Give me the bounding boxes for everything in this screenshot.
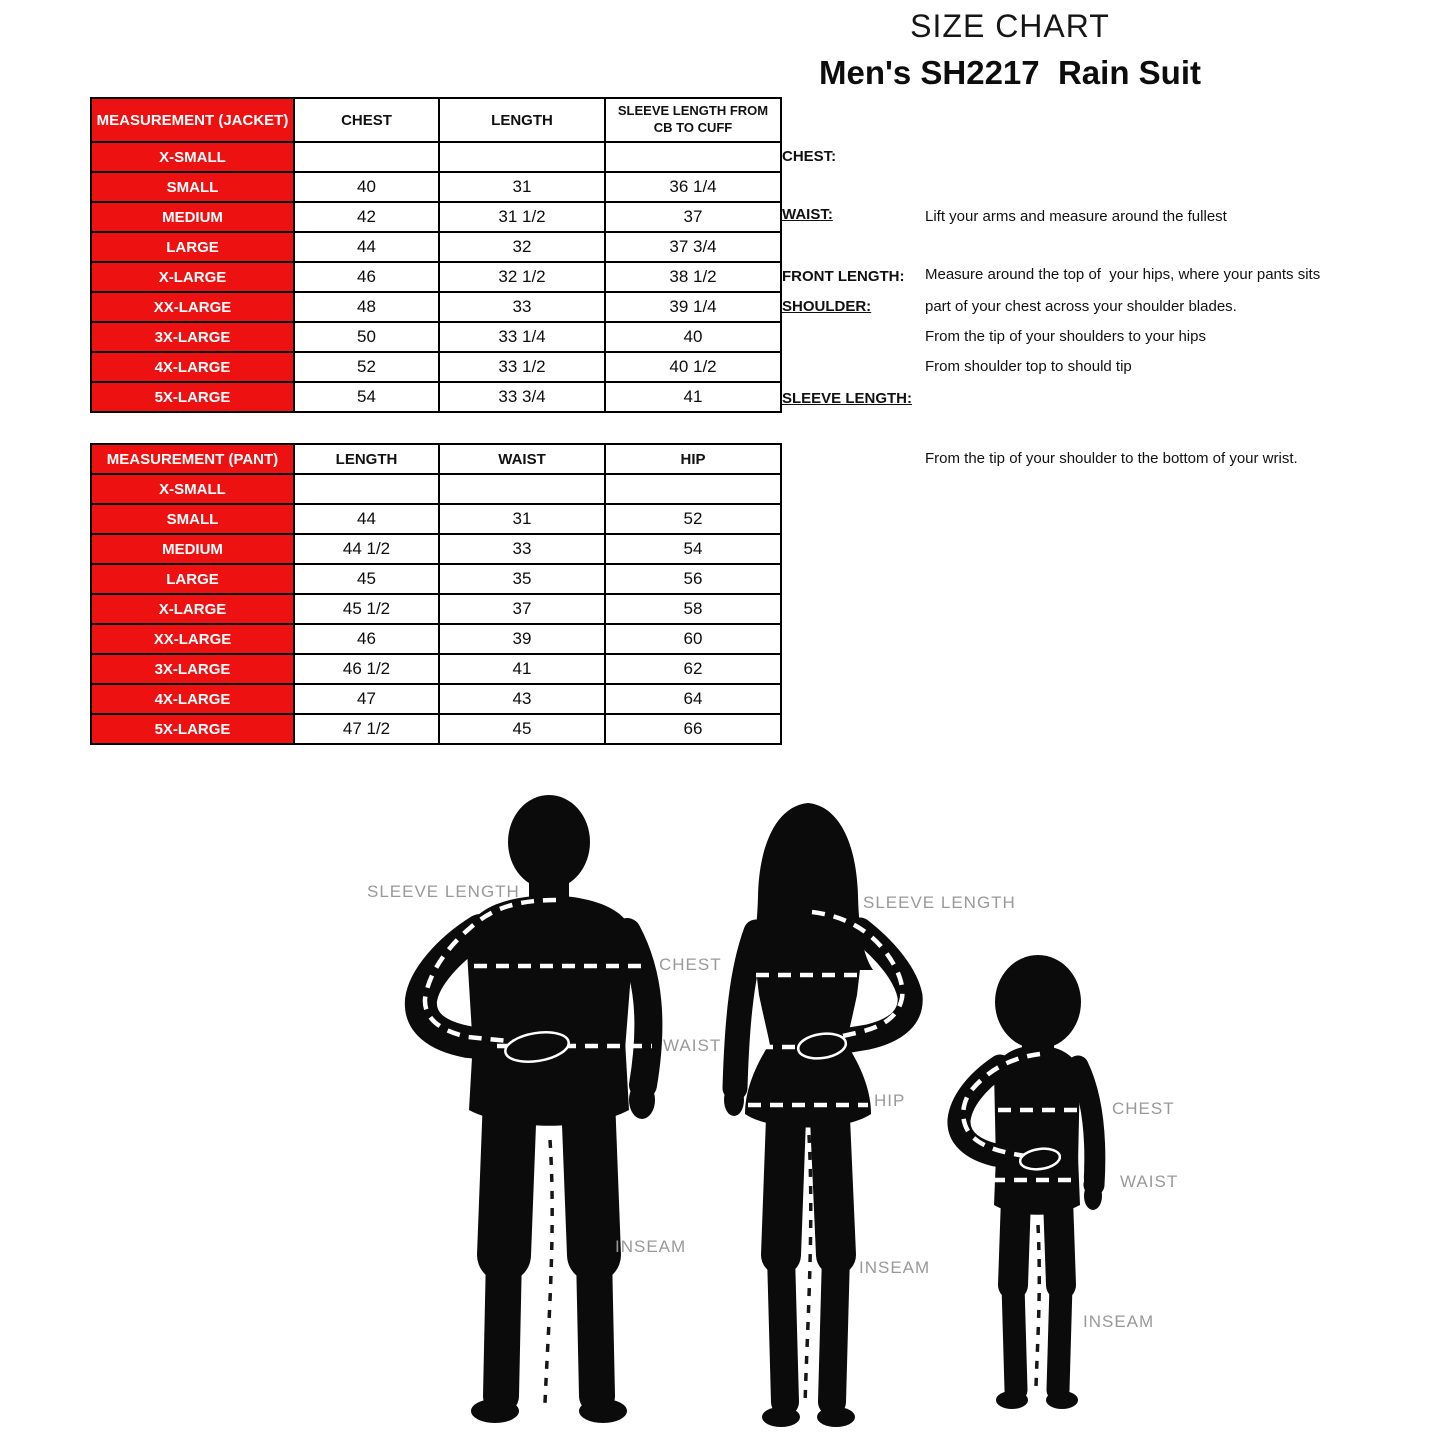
measurement-value-cell: 33 1/2	[439, 352, 605, 382]
woman-sleeve-length-label: SLEEVE LENGTH	[863, 893, 1016, 912]
size-label-cell: 3X-LARGE	[91, 322, 294, 352]
pant-waist-header: WAIST	[439, 444, 605, 474]
measurement-value-cell: 56	[605, 564, 781, 594]
jacket-measurement-header: MEASUREMENT (JACKET)	[91, 98, 294, 142]
chest-definition-text: Lift your arms and measure around the fullest part of your chest across your shoulder blades.	[925, 208, 1237, 315]
man-inseam-label: INSEAM	[615, 1237, 687, 1256]
jacket-chest-header: CHEST	[294, 98, 439, 142]
size-label-cell: LARGE	[91, 564, 294, 594]
size-label-cell: MEDIUM	[91, 534, 294, 564]
measurement-value-cell: 40 1/2	[605, 352, 781, 382]
measurement-value-cell: 60	[605, 624, 781, 654]
size-label-cell: 5X-LARGE	[91, 382, 294, 412]
child-chest-label: CHEST	[1112, 1099, 1175, 1118]
jacket-length-header: LENGTH	[439, 98, 605, 142]
size-label-cell: LARGE	[91, 232, 294, 262]
jacket-sleeve-header: SLEEVE LENGTH FROM CB TO CUFF	[605, 98, 781, 142]
child-inseam-line	[1036, 1225, 1039, 1386]
woman-inseam-label: INSEAM	[859, 1258, 931, 1277]
shoulder-definition-label: SHOULDER:	[782, 298, 872, 315]
measurement-value-cell: 36 1/4	[605, 172, 781, 202]
man-chest-label: CHEST	[659, 955, 722, 974]
size-label-cell: SMALL	[91, 504, 294, 534]
woman-inseam-line	[805, 1135, 811, 1405]
size-label-cell: 5X-LARGE	[91, 714, 294, 744]
man-waist-label: WAIST	[663, 1036, 722, 1055]
size-label-cell: XX-LARGE	[91, 624, 294, 654]
measurement-value-cell: 45 1/2	[294, 594, 439, 624]
size-label-cell: 4X-LARGE	[91, 352, 294, 382]
measurement-value-cell: 38 1/2	[605, 262, 781, 292]
measurement-value-cell: 40	[605, 322, 781, 352]
size-label-cell: X-SMALL	[91, 142, 294, 172]
measurement-value-cell: 52	[294, 352, 439, 382]
size-label-cell: MEDIUM	[91, 202, 294, 232]
size-label-cell: X-LARGE	[91, 262, 294, 292]
measurement-value-cell: 37	[605, 202, 781, 232]
front-length-definition-label: FRONT LENGTH:	[782, 268, 905, 285]
measurement-value-cell: 37	[439, 594, 605, 624]
measurement-value-cell: 32 1/2	[439, 262, 605, 292]
measurement-value-cell: 54	[605, 534, 781, 564]
measurement-value-cell: 33 3/4	[439, 382, 605, 412]
measurement-value-cell: 44	[294, 232, 439, 262]
pant-hip-header: HIP	[605, 444, 781, 474]
measurement-value-cell: 32	[439, 232, 605, 262]
waist-definition-text: Measure around the top of your hips, where your pants sits	[925, 266, 1321, 283]
measurement-value-cell: 33	[439, 292, 605, 322]
measurement-value-cell: 46	[294, 624, 439, 654]
measurement-value-cell: 54	[294, 382, 439, 412]
measurement-value-cell: 66	[605, 714, 781, 744]
measurement-value-cell: 41	[439, 654, 605, 684]
measurement-value-cell: 46 1/2	[294, 654, 439, 684]
page-title: SIZE CHART	[910, 8, 1110, 44]
measurement-value-cell: 31	[439, 172, 605, 202]
child-waist-label: WAIST	[1120, 1172, 1179, 1191]
measurement-value-cell: 40	[294, 172, 439, 202]
measurement-value-cell: 33	[439, 534, 605, 564]
measurement-value-cell: 44 1/2	[294, 534, 439, 564]
measurement-value-cell: 47 1/2	[294, 714, 439, 744]
size-label-cell: 3X-LARGE	[91, 654, 294, 684]
measurement-value-cell: 52	[605, 504, 781, 534]
measurement-value-cell: 62	[605, 654, 781, 684]
product-subtitle: Men's SH2217 Rain Suit	[819, 54, 1201, 91]
measurement-value-cell: 43	[439, 684, 605, 714]
child-inseam-label: INSEAM	[1083, 1312, 1155, 1331]
measurement-value-cell: 39	[439, 624, 605, 654]
measurement-value-cell: 31 1/2	[439, 202, 605, 232]
child-silhouette	[959, 955, 1102, 1409]
front-length-definition-text: From the tip of your shoulders to your hips	[925, 328, 1206, 345]
size-label-cell: SMALL	[91, 172, 294, 202]
man-inseam-line	[545, 1140, 552, 1403]
measurement-value-cell: 39 1/4	[605, 292, 781, 322]
sleeve-length-definition-label: SLEEVE LENGTH:	[782, 390, 913, 407]
measurement-value-cell: 31	[439, 504, 605, 534]
size-label-cell: X-SMALL	[91, 474, 294, 504]
man-sleeve-length-label: SLEEVE LENGTH	[367, 882, 520, 901]
measurement-value-cell: 47	[294, 684, 439, 714]
measurement-value-cell: 44	[294, 504, 439, 534]
measurement-value-cell: 50	[294, 322, 439, 352]
measurement-value-cell: 46	[294, 262, 439, 292]
measurement-value-cell: 45	[439, 714, 605, 744]
woman-hip-label: HIP	[874, 1091, 906, 1110]
measurement-value-cell: 45	[294, 564, 439, 594]
pant-length-header: LENGTH	[294, 444, 439, 474]
measurement-value-cell: 42	[294, 202, 439, 232]
shoulder-definition-text: From shoulder top to should tip	[925, 358, 1132, 375]
size-label-cell: XX-LARGE	[91, 292, 294, 322]
waist-definition-label: WAIST:	[782, 206, 833, 223]
measurement-value-cell: 41	[605, 382, 781, 412]
measurement-value-cell: 64	[605, 684, 781, 714]
measurement-value-cell: 33 1/4	[439, 322, 605, 352]
measurement-value-cell: 48	[294, 292, 439, 322]
chest-definition-label: CHEST:	[782, 148, 837, 165]
measurement-value-cell: 58	[605, 594, 781, 624]
measurement-value-cell: 35	[439, 564, 605, 594]
sleeve-length-definition-text: From the tip of your shoulder to the bottom of your wrist.	[925, 450, 1298, 467]
pant-measurement-header: MEASUREMENT (PANT)	[91, 444, 294, 474]
measurement-value-cell: 37 3/4	[605, 232, 781, 262]
size-label-cell: 4X-LARGE	[91, 684, 294, 714]
size-label-cell: X-LARGE	[91, 594, 294, 624]
